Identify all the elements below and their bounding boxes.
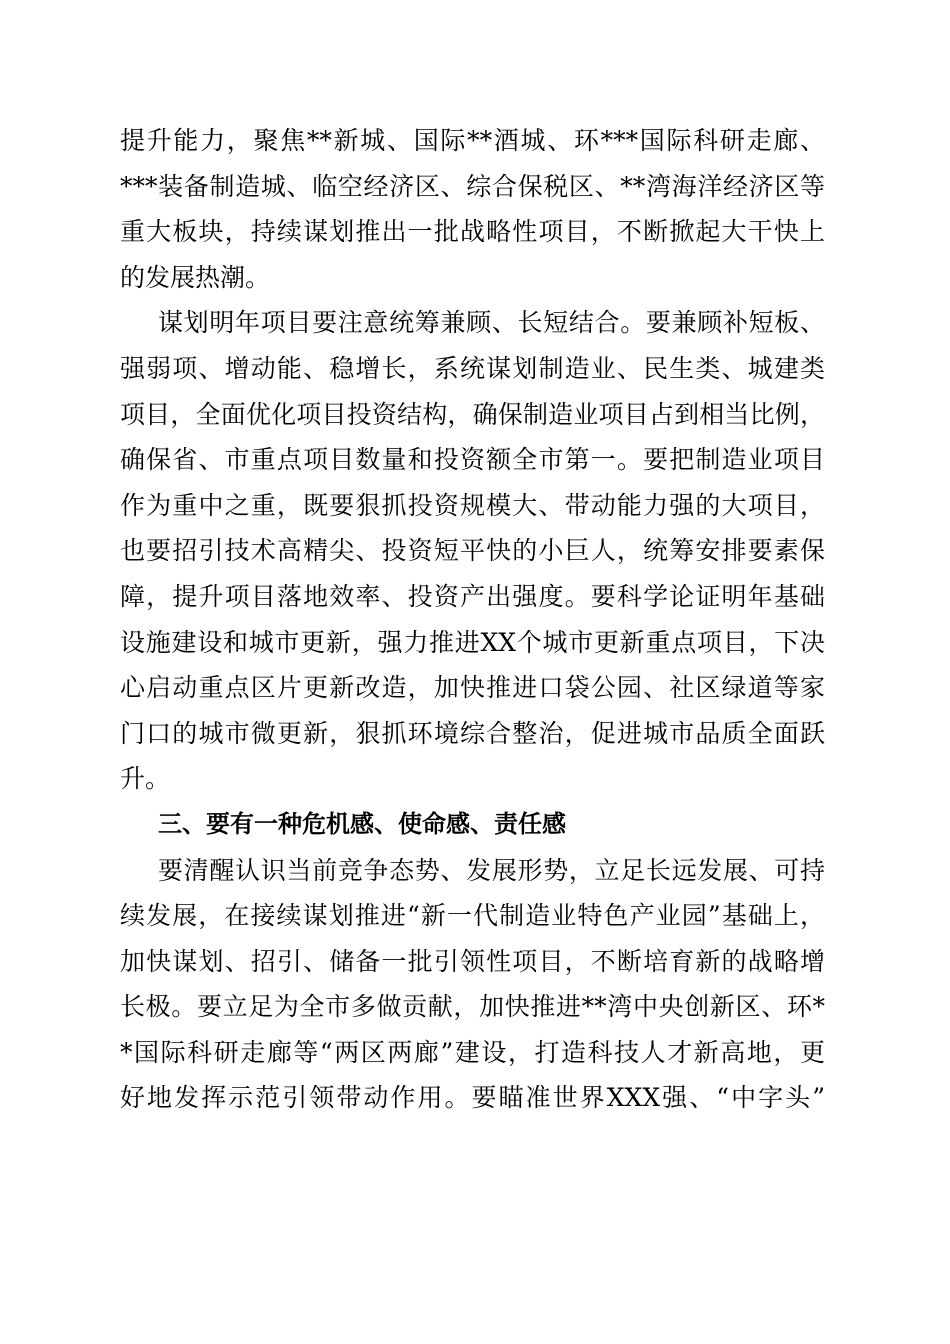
text-line: 项目，全面优化项目投资结构，确保制造业项目占到相当比例， xyxy=(120,399,825,429)
text-line: 续发展，在接续谋划推进“新一代制造业特色产业园”基础上， xyxy=(120,901,825,931)
text-line: 强弱项、增动能、稳增长，系统谋划制造业、民生类、城建类 xyxy=(120,353,825,383)
text-line: 心启动重点区片更新改造，加快推进口袋公园、社区绿道等家 xyxy=(120,673,825,703)
text-line: 谋划明年项目要注意统筹兼顾、长短结合。要兼顾补短板、 xyxy=(158,308,825,338)
text-line: 长极。要立足为全市多做贡献，加快推进**湾中央创新区、环* xyxy=(120,992,825,1022)
text-line: 门口的城市微更新，狠抓环境综合整治，促进城市品质全面跃 xyxy=(120,718,825,748)
text-line: 设施建设和城市更新，强力推进XX个城市更新重点项目，下决 xyxy=(120,627,825,657)
paragraph-3 xyxy=(120,848,825,1122)
paragraph-2 xyxy=(120,300,825,802)
paragraph-1 xyxy=(120,118,825,300)
text-line: 作为重中之重，既要狠抓投资规模大、带动能力强的大项目， xyxy=(120,490,825,520)
text-line: ***装备制造城、临空经济区、综合保税区、**湾海洋经济区等 xyxy=(120,171,825,201)
text-line: 的发展热潮。 xyxy=(120,262,271,292)
text-line: 提升能力，聚焦**新城、国际**酒城、环***国际科研走廊、 xyxy=(120,126,825,155)
section-heading: 三、要有一种危机感、使命感、责任感 xyxy=(158,809,566,838)
text-line: 好地发挥示范引领带动作用。要瞄准世界XXX强、“中字头” xyxy=(120,1083,825,1113)
document-page xyxy=(120,118,825,1121)
text-line: 也要招引技术高精尖、投资短平快的小巨人，统筹安排要素保 xyxy=(120,536,825,566)
text-line: 确保省、市重点项目数量和投资额全市第一。要把制造业项目 xyxy=(120,445,825,475)
text-line: 加快谋划、招引、储备一批引领性项目，不断培育新的战略增 xyxy=(120,946,825,976)
text-line: 重大板块，持续谋划推出一批战略性项目，不断掀起大干快上 xyxy=(120,217,825,247)
text-line: 障，提升项目落地效率、投资产出强度。要科学论证明年基础 xyxy=(120,581,825,611)
text-line: 升。 xyxy=(120,764,171,794)
text-line: 要清醒认识当前竞争态势、发展形势，立足长远发展、可持 xyxy=(158,855,825,885)
text-line: *国际科研走廊等“两区两廊”建设，打造科技人才新高地，更 xyxy=(120,1037,825,1067)
